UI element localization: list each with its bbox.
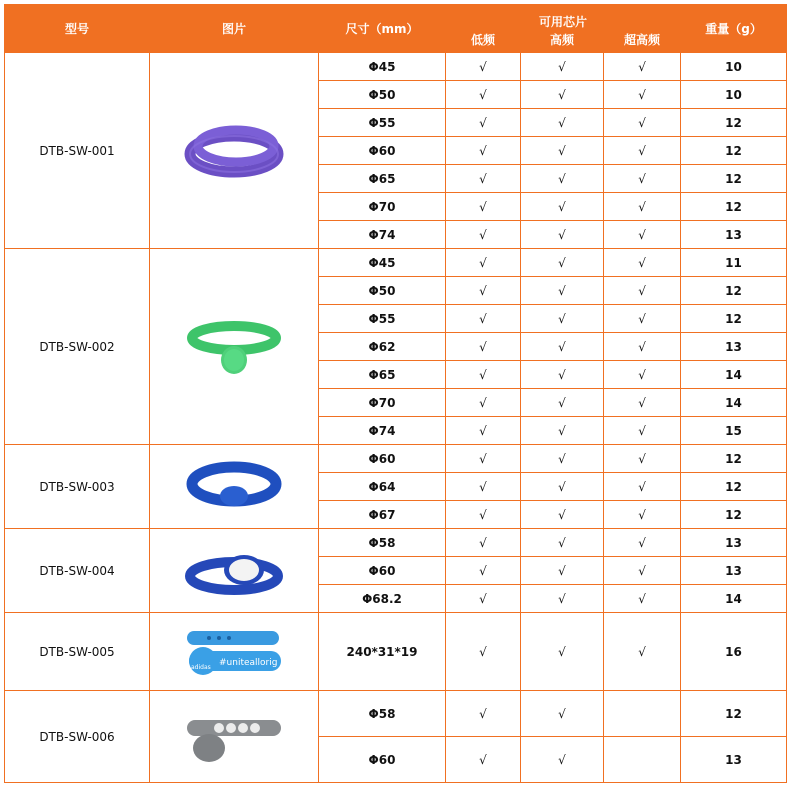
- lf-cell: √: [446, 221, 521, 249]
- size-cell: Φ62: [319, 333, 446, 361]
- uhf-cell: [604, 737, 681, 783]
- lf-cell: √: [446, 81, 521, 109]
- size-cell: Φ68.2: [319, 585, 446, 613]
- model-cell: DTB-SW-005: [5, 613, 150, 691]
- purple-wristband-icon: [150, 116, 318, 186]
- size-cell: Φ64: [319, 473, 446, 501]
- size-cell: Φ55: [319, 109, 446, 137]
- uhf-cell: √: [604, 137, 681, 165]
- weight-cell: 10: [681, 53, 787, 81]
- weight-cell: 10: [681, 81, 787, 109]
- lf-cell: √: [446, 417, 521, 445]
- lf-cell: √: [446, 249, 521, 277]
- size-cell: Φ50: [319, 81, 446, 109]
- weight-cell: 12: [681, 305, 787, 333]
- size-cell: Φ74: [319, 417, 446, 445]
- uhf-cell: √: [604, 305, 681, 333]
- lf-cell: √: [446, 333, 521, 361]
- weight-cell: 12: [681, 473, 787, 501]
- lf-cell: √: [446, 737, 521, 783]
- size-cell: Φ60: [319, 557, 446, 585]
- hf-cell: √: [521, 529, 604, 557]
- product-image-cell: [150, 249, 319, 445]
- size-cell: 240*31*19: [319, 613, 446, 691]
- uhf-cell: √: [604, 473, 681, 501]
- lf-cell: √: [446, 529, 521, 557]
- size-cell: Φ55: [319, 305, 446, 333]
- hf-cell: √: [521, 193, 604, 221]
- weight-cell: 12: [681, 193, 787, 221]
- header-chips: 可用芯片: [446, 5, 681, 31]
- hf-cell: √: [521, 221, 604, 249]
- size-cell: Φ60: [319, 737, 446, 783]
- weight-cell: 12: [681, 691, 787, 737]
- weight-cell: 16: [681, 613, 787, 691]
- hf-cell: √: [521, 249, 604, 277]
- header-size: 尺寸（mm）: [319, 5, 446, 53]
- weight-cell: 13: [681, 557, 787, 585]
- lf-cell: √: [446, 305, 521, 333]
- lf-cell: √: [446, 109, 521, 137]
- weight-cell: 12: [681, 445, 787, 473]
- size-cell: Φ67: [319, 501, 446, 529]
- uhf-cell: √: [604, 529, 681, 557]
- uhf-cell: √: [604, 109, 681, 137]
- uhf-cell: √: [604, 193, 681, 221]
- uhf-cell: [604, 691, 681, 737]
- hf-cell: √: [521, 585, 604, 613]
- weight-cell: 12: [681, 501, 787, 529]
- spec-table-container: [4, 4, 786, 783]
- table-row: [5, 691, 787, 737]
- size-cell: Φ74: [319, 221, 446, 249]
- table-row: [5, 249, 787, 277]
- uhf-cell: √: [604, 557, 681, 585]
- hf-cell: √: [521, 305, 604, 333]
- hf-cell: √: [521, 81, 604, 109]
- weight-cell: 12: [681, 165, 787, 193]
- band-logo-text: adidas: [191, 663, 211, 671]
- light-blue-printed-wristband-icon: [150, 617, 318, 687]
- table-row: [5, 53, 787, 81]
- table-row: [5, 529, 787, 557]
- weight-cell: 12: [681, 109, 787, 137]
- hf-cell: √: [521, 137, 604, 165]
- lf-cell: √: [446, 557, 521, 585]
- uhf-cell: √: [604, 221, 681, 249]
- size-cell: Φ65: [319, 165, 446, 193]
- model-cell: DTB-SW-006: [5, 691, 150, 783]
- uhf-cell: √: [604, 613, 681, 691]
- header-hf: 高频: [521, 31, 604, 53]
- weight-cell: 14: [681, 585, 787, 613]
- weight-cell: 13: [681, 221, 787, 249]
- uhf-cell: √: [604, 417, 681, 445]
- size-cell: Φ58: [319, 529, 446, 557]
- hf-cell: √: [521, 445, 604, 473]
- lf-cell: √: [446, 445, 521, 473]
- blue-wristband-icon: [150, 452, 318, 522]
- lf-cell: √: [446, 389, 521, 417]
- size-cell: Φ45: [319, 53, 446, 81]
- lf-cell: √: [446, 473, 521, 501]
- uhf-cell: √: [604, 445, 681, 473]
- uhf-cell: √: [604, 501, 681, 529]
- model-cell: DTB-SW-003: [5, 445, 150, 529]
- size-cell: Φ60: [319, 445, 446, 473]
- uhf-cell: √: [604, 585, 681, 613]
- hf-cell: √: [521, 333, 604, 361]
- size-cell: Φ70: [319, 389, 446, 417]
- size-cell: Φ50: [319, 277, 446, 305]
- hf-cell: √: [521, 501, 604, 529]
- weight-cell: 12: [681, 137, 787, 165]
- size-cell: Φ45: [319, 249, 446, 277]
- hf-cell: √: [521, 613, 604, 691]
- hf-cell: √: [521, 109, 604, 137]
- lf-cell: √: [446, 53, 521, 81]
- table-row: [5, 445, 787, 473]
- uhf-cell: √: [604, 333, 681, 361]
- table-row: [5, 613, 787, 691]
- weight-cell: 12: [681, 277, 787, 305]
- weight-cell: 14: [681, 389, 787, 417]
- hf-cell: √: [521, 389, 604, 417]
- weight-cell: 11: [681, 249, 787, 277]
- hf-cell: √: [521, 165, 604, 193]
- uhf-cell: √: [604, 249, 681, 277]
- band-print-text: #uniteallorig: [219, 657, 278, 668]
- uhf-cell: √: [604, 165, 681, 193]
- header-image: 图片: [150, 5, 319, 53]
- size-cell: Φ60: [319, 137, 446, 165]
- size-cell: Φ58: [319, 691, 446, 737]
- weight-cell: 15: [681, 417, 787, 445]
- lf-cell: √: [446, 613, 521, 691]
- model-cell: DTB-SW-002: [5, 249, 150, 445]
- blue-white-disc-wristband-icon: [150, 536, 318, 606]
- product-image-cell: [150, 691, 319, 783]
- uhf-cell: √: [604, 53, 681, 81]
- header-lf: 低频: [446, 31, 521, 53]
- header-row-top: [5, 5, 787, 31]
- hf-cell: √: [521, 737, 604, 783]
- hf-cell: √: [521, 691, 604, 737]
- uhf-cell: √: [604, 81, 681, 109]
- weight-cell: 13: [681, 529, 787, 557]
- green-wristband-icon: [150, 312, 318, 382]
- weight-cell: 14: [681, 361, 787, 389]
- size-cell: Φ70: [319, 193, 446, 221]
- model-cell: DTB-SW-004: [5, 529, 150, 613]
- product-image-cell: [150, 53, 319, 249]
- uhf-cell: √: [604, 389, 681, 417]
- lf-cell: √: [446, 585, 521, 613]
- lf-cell: √: [446, 165, 521, 193]
- lf-cell: √: [446, 691, 521, 737]
- product-image-cell: [150, 529, 319, 613]
- weight-cell: 13: [681, 333, 787, 361]
- wristband-spec-table: [4, 4, 787, 783]
- weight-cell: 13: [681, 737, 787, 783]
- size-cell: Φ65: [319, 361, 446, 389]
- product-image-cell: [150, 445, 319, 529]
- hf-cell: √: [521, 473, 604, 501]
- product-image-cell: [150, 613, 319, 691]
- lf-cell: √: [446, 361, 521, 389]
- header-uhf: 超高频: [604, 31, 681, 53]
- uhf-cell: √: [604, 361, 681, 389]
- grey-button-wristband-icon: [150, 702, 318, 772]
- uhf-cell: √: [604, 277, 681, 305]
- header-model: 型号: [5, 5, 150, 53]
- hf-cell: √: [521, 557, 604, 585]
- lf-cell: √: [446, 193, 521, 221]
- model-cell: DTB-SW-001: [5, 53, 150, 249]
- table-body: [5, 53, 787, 783]
- hf-cell: √: [521, 277, 604, 305]
- lf-cell: √: [446, 137, 521, 165]
- lf-cell: √: [446, 277, 521, 305]
- hf-cell: √: [521, 417, 604, 445]
- lf-cell: √: [446, 501, 521, 529]
- header-weight: 重量（g）: [681, 5, 787, 53]
- hf-cell: √: [521, 53, 604, 81]
- hf-cell: √: [521, 361, 604, 389]
